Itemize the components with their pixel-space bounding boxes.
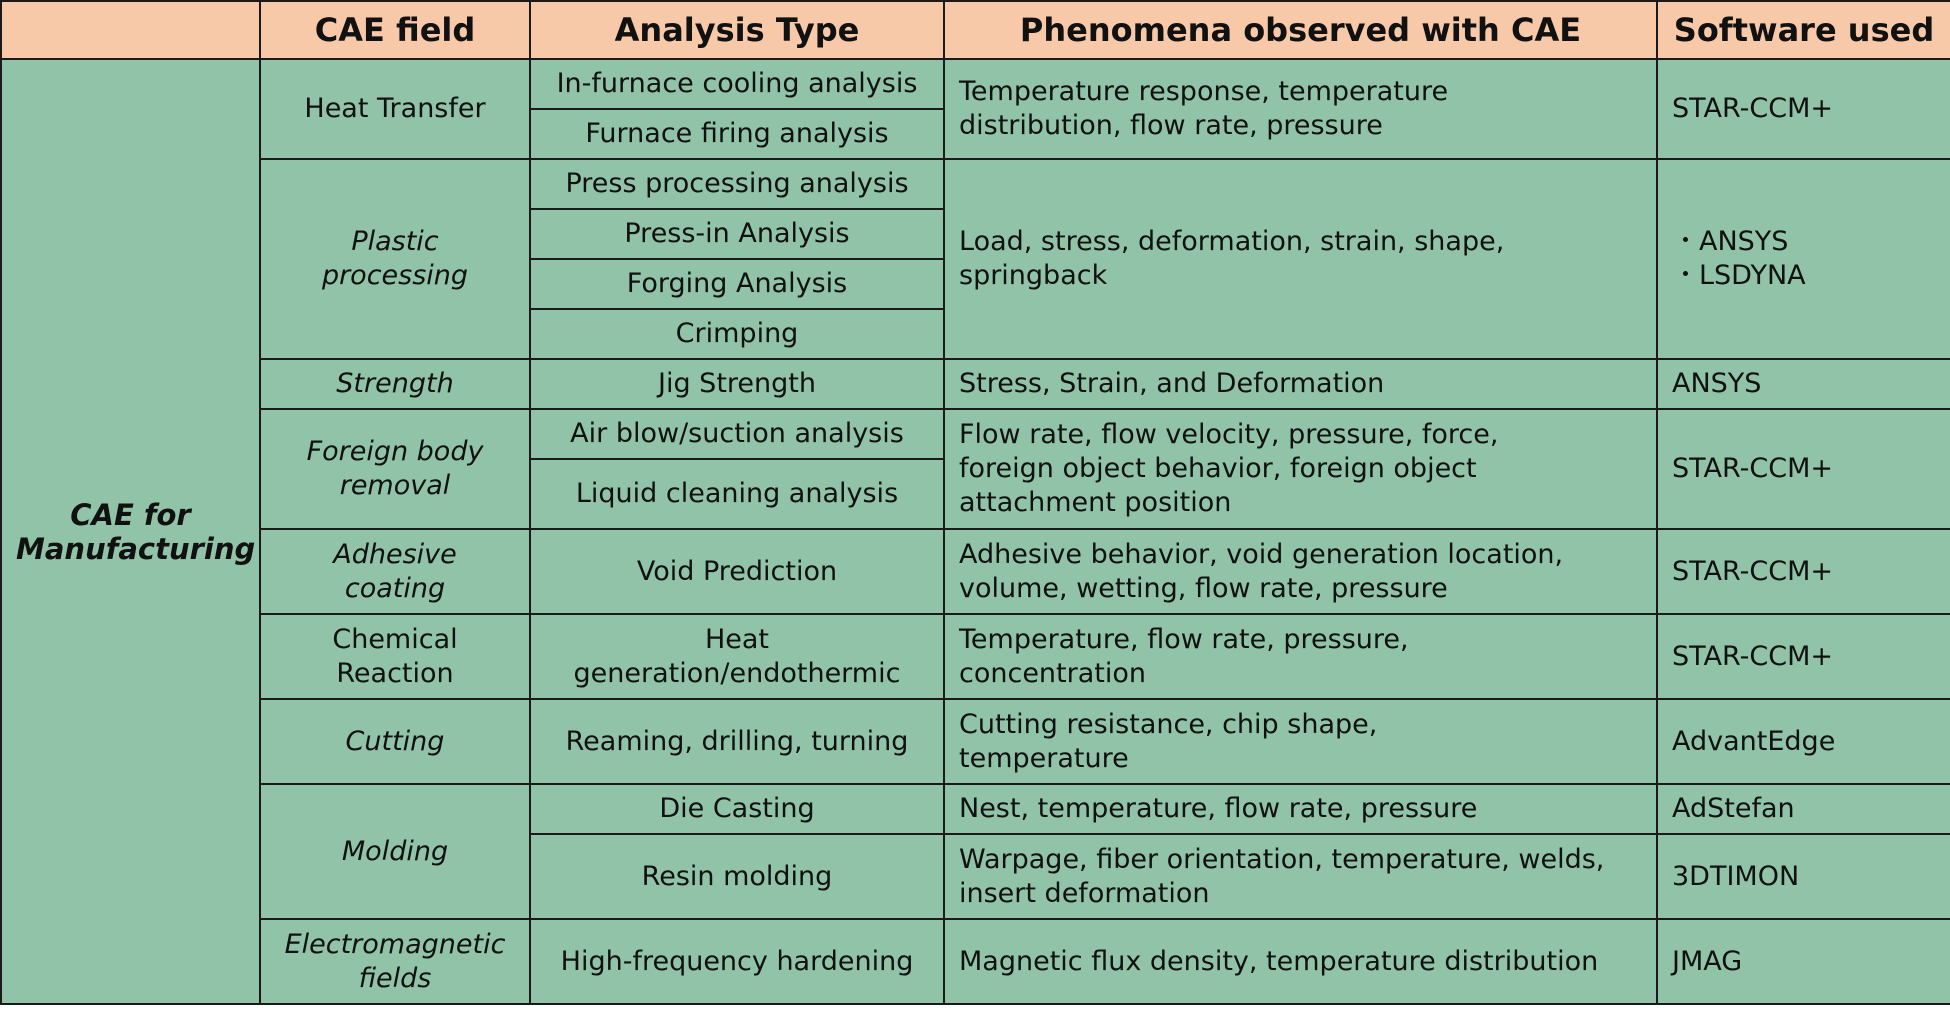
field-cutting: Cutting — [260, 699, 530, 784]
field-line: Heat Transfer — [304, 93, 486, 124]
type-cell: Forging Analysis — [530, 259, 944, 309]
phenomena-cell — [944, 699, 1657, 784]
type-cell: Resin molding — [530, 834, 944, 919]
field-electromagnetic-fields — [260, 919, 530, 1004]
software-item: STAR-CCM+ — [1672, 93, 1834, 124]
phenomena-cell — [944, 159, 1657, 359]
phenomena-line: Temperature, flow rate, pressure, — [959, 623, 1409, 655]
software-cell: AdvantEdge — [1657, 699, 1950, 784]
phenomena-line: springback — [959, 260, 1108, 291]
field-strength: Strength — [260, 359, 530, 409]
table-row — [1, 784, 1950, 834]
phenomena-line: foreign object behavior, foreign object — [959, 453, 1477, 484]
field-line: removal — [339, 470, 451, 501]
phenomena-line: temperature — [959, 742, 1129, 774]
field-heat-transfer — [260, 59, 530, 159]
table-row — [1, 919, 1950, 1004]
table-row — [1, 159, 1950, 209]
phenomena-cell: Nest, temperature, flow rate, pressure — [944, 784, 1657, 834]
type-cell: Press-in Analysis — [530, 209, 944, 259]
field-line: Adhesive — [333, 538, 457, 570]
software-cell — [1657, 59, 1950, 159]
header-phenomena: Phenomena observed with CAE — [944, 1, 1657, 59]
phenomena-line: distribution, flow rate, pressure — [959, 110, 1383, 141]
phenomena-line: Load, stress, deformation, strain, shape, — [959, 226, 1505, 257]
table-row — [1, 529, 1950, 614]
type-cell: In-furnace cooling analysis — [530, 59, 944, 109]
field-chemical-reaction — [260, 614, 530, 699]
phenomena-line: concentration — [959, 657, 1146, 689]
field-line: Reaction — [336, 657, 454, 689]
type-cell: Die Casting — [530, 784, 944, 834]
table-row — [1, 359, 1950, 409]
phenomena-line: Adhesive behavior, void generation location, — [959, 538, 1564, 570]
type-cell — [530, 614, 944, 699]
table-row — [1, 699, 1950, 784]
software-cell: JMAG — [1657, 919, 1950, 1004]
type-cell: Void Prediction — [530, 529, 944, 614]
field-line: processing — [321, 260, 469, 291]
software-cell: ANSYS — [1657, 359, 1950, 409]
phenomena-cell — [944, 614, 1657, 699]
field-line: Foreign body — [306, 436, 484, 467]
header-empty — [1, 1, 260, 59]
table-row — [1, 614, 1950, 699]
software-cell — [1657, 159, 1950, 359]
phenomena-line: Temperature response, temperature — [959, 76, 1449, 107]
category-cell — [1, 59, 260, 1004]
field-line: coating — [344, 572, 446, 604]
category-line: Manufacturing — [16, 531, 256, 566]
type-cell: Crimping — [530, 309, 944, 359]
software-cell: STAR-CCM+ — [1657, 529, 1950, 614]
phenomena-line: Flow rate, flow velocity, pressure, force, — [959, 419, 1499, 450]
phenomena-line: insert deformation — [959, 877, 1210, 909]
software-cell: AdStefan — [1657, 784, 1950, 834]
phenomena-line: volume, wetting, flow rate, pressure — [959, 572, 1448, 604]
table-row — [1, 59, 1950, 109]
phenomena-line: Warpage, fiber orientation, temperature, welds, — [959, 843, 1605, 875]
type-line: generation/endothermic — [573, 657, 901, 689]
phenomena-cell — [944, 59, 1657, 159]
type-cell: Jig Strength — [530, 359, 944, 409]
phenomena-cell: Magnetic flux density, temperature distribution — [944, 919, 1657, 1004]
type-cell: Liquid cleaning analysis — [530, 459, 944, 529]
phenomena-cell: Stress, Strain, and Deformation — [944, 359, 1657, 409]
table-row — [1, 409, 1950, 459]
type-line: Heat — [704, 623, 770, 655]
phenomena-line: attachment position — [959, 487, 1232, 518]
software-cell: STAR-CCM+ — [1657, 614, 1950, 699]
software-item: ・LSDYNA — [1672, 260, 1806, 291]
header-software: Software used — [1657, 1, 1950, 59]
header-row — [1, 1, 1950, 59]
field-adhesive-coating — [260, 529, 530, 614]
phenomena-cell — [944, 409, 1657, 529]
field-line: fields — [358, 962, 432, 994]
field-molding: Molding — [260, 784, 530, 919]
field-foreign-body-removal — [260, 409, 530, 529]
category-line: CAE for — [70, 497, 191, 532]
type-cell: Press processing analysis — [530, 159, 944, 209]
type-cell: Reaming, drilling, turning — [530, 699, 944, 784]
phenomena-cell — [944, 529, 1657, 614]
software-cell: STAR-CCM+ — [1657, 409, 1950, 529]
field-plastic-processing — [260, 159, 530, 359]
field-line: Chemical — [332, 623, 458, 655]
type-cell: Furnace firing analysis — [530, 109, 944, 159]
software-cell: 3DTIMON — [1657, 834, 1950, 919]
field-line: Plastic — [351, 226, 439, 257]
type-cell: High-frequency hardening — [530, 919, 944, 1004]
type-cell: Air blow/suction analysis — [530, 409, 944, 459]
header-analysis-type: Analysis Type — [530, 1, 944, 59]
phenomena-line: Cutting resistance, chip shape, — [959, 708, 1378, 740]
header-cae-field: CAE field — [260, 1, 530, 59]
software-item: ・ANSYS — [1672, 226, 1789, 257]
phenomena-cell — [944, 834, 1657, 919]
field-line: Electromagnetic — [284, 928, 506, 960]
